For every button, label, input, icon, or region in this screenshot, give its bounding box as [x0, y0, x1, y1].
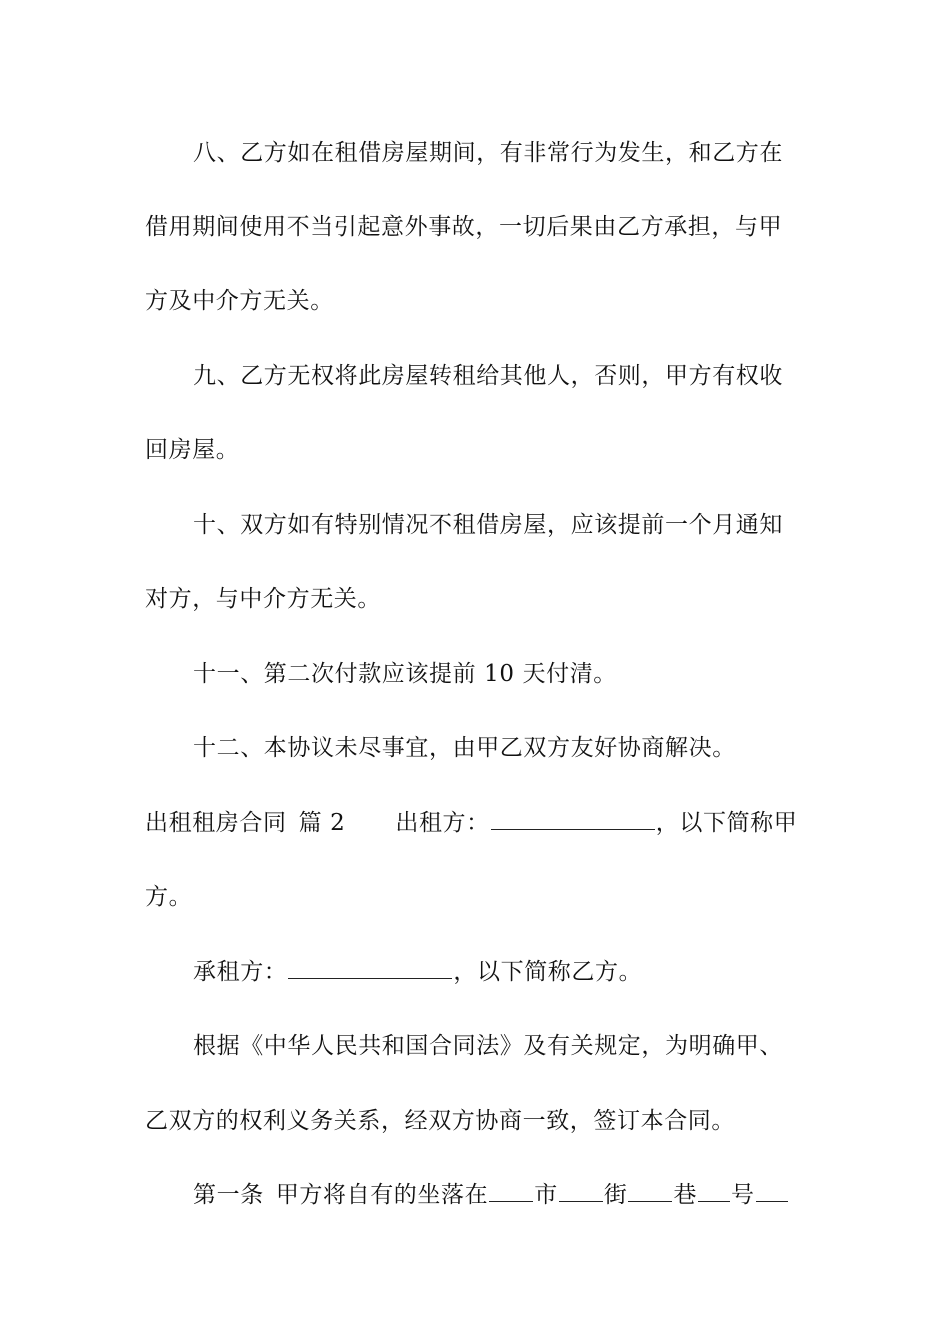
trailing-blank [756, 1200, 788, 1202]
article-1-line [193, 1175, 815, 1215]
section-title: 出租租房合同 [145, 810, 287, 836]
street-label: 街 [603, 1182, 628, 1208]
city-label: 市 [534, 1182, 558, 1208]
section-part: 篇 2 [298, 810, 346, 836]
article-1-text: 甲方将自有的坐落在 [275, 1182, 489, 1208]
lane-blank [628, 1200, 672, 1202]
article-1-label: 第一条 [193, 1182, 264, 1208]
lessee-blank [288, 977, 452, 979]
clause-12: 十二、本协议未尽事宜，由甲乙双方友好协商解决。 [193, 735, 736, 761]
lessee-line [193, 952, 815, 992]
clause-10-line-1: 十、双方如有特别情况不租借房屋，应该提前一个月通知 [193, 512, 783, 538]
clause-8-line-3: 方及中介方无关。 [145, 288, 334, 314]
clause-10-line-2: 对方，与中介方无关。 [145, 586, 381, 612]
clause-8-line-2: 借用期间使用不当引起意外事故，一切后果由乙方承担，与甲 [145, 214, 783, 240]
lessee-suffix: ，以下简称乙方。 [453, 959, 643, 985]
clause-9-line-2: 回房屋。 [145, 437, 240, 463]
lessee-label: 承租方： [193, 959, 288, 985]
lessor-suffix: ，以下简称甲 [655, 810, 798, 836]
basis-line-1: 根据《中华人民共和国合同法》及有关规定，为明确甲、 [193, 1033, 783, 1059]
basis-line-2: 乙双方的权利义务关系，经双方协商一致，签订本合同。 [145, 1108, 735, 1134]
number-blank [698, 1200, 730, 1202]
city-blank [489, 1200, 533, 1202]
lessor-label: 出租方： [395, 810, 490, 836]
clause-11: 十一、第二次付款应该提前 10 天付清。 [193, 661, 617, 687]
clause-9-line-1: 九、乙方无权将此房屋转租给其他人，否则，甲方有权收 [193, 363, 783, 389]
lessor-continuation: 方。 [145, 884, 193, 910]
street-blank [559, 1200, 603, 1202]
clause-8-line-1: 八、乙方如在租借房屋期间，有非常行为发生，和乙方在 [193, 140, 783, 166]
number-label: 号 [731, 1182, 755, 1208]
lane-label: 巷 [673, 1182, 698, 1208]
lessor-blank [491, 828, 655, 830]
section-2-heading-line [145, 803, 815, 843]
